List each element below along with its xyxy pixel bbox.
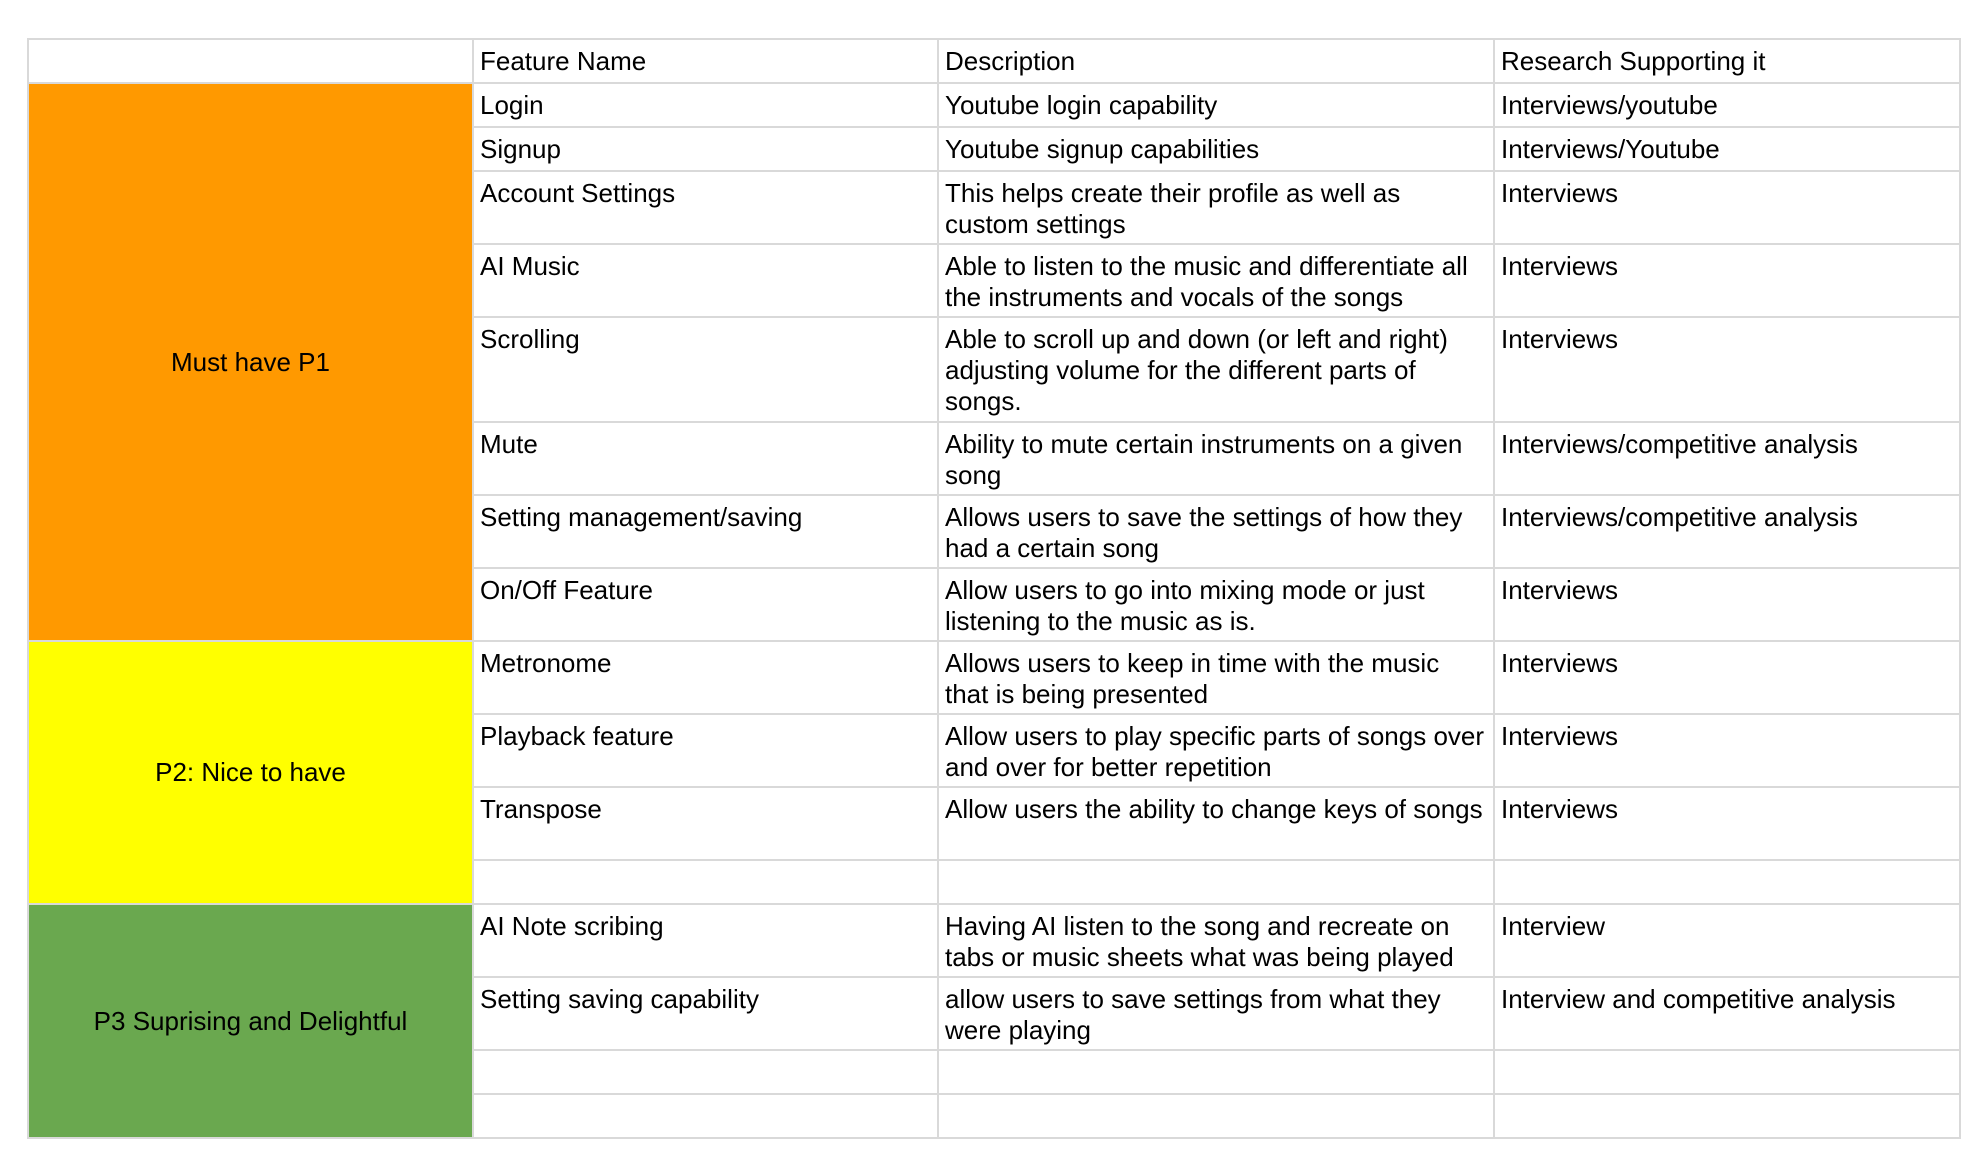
description-cell[interactable]: Able to listen to the music and differentiate all the instruments and vocals of the songs	[938, 244, 1494, 317]
description-cell[interactable]: This helps create their profile as well as custom settings	[938, 171, 1494, 244]
feature-cell[interactable]: Signup	[473, 127, 938, 171]
description-cell[interactable]: allow users to save settings from what they were playing	[938, 977, 1494, 1050]
priority-group-p1[interactable]: Must have P1	[28, 83, 473, 641]
research-cell[interactable]: Interviews/competitive analysis	[1494, 495, 1960, 568]
research-cell[interactable]: Interviews	[1494, 568, 1960, 641]
description-cell[interactable]: Youtube login capability	[938, 83, 1494, 127]
feature-cell[interactable]	[473, 1050, 938, 1094]
feature-cell[interactable]: Setting management/saving	[473, 495, 938, 568]
feature-cell[interactable]: Metronome	[473, 641, 938, 714]
description-cell[interactable]	[938, 860, 1494, 904]
research-cell[interactable]: Interview	[1494, 904, 1960, 977]
feature-cell[interactable]	[473, 860, 938, 904]
feature-cell[interactable]: AI Note scribing	[473, 904, 938, 977]
research-cell[interactable]: Interviews/Youtube	[1494, 127, 1960, 171]
feature-cell[interactable]: Transpose	[473, 787, 938, 860]
feature-cell[interactable]: Playback feature	[473, 714, 938, 787]
feature-cell[interactable]: AI Music	[473, 244, 938, 317]
description-cell[interactable]: Allows users to save the settings of how they had a certain song	[938, 495, 1494, 568]
description-cell[interactable]: Having AI listen to the song and recreate on tabs or music sheets what was being played	[938, 904, 1494, 977]
description-cell[interactable]: Ability to mute certain instruments on a given song	[938, 422, 1494, 495]
research-cell[interactable]	[1494, 1050, 1960, 1094]
description-cell[interactable]: Able to scroll up and down (or left and right) adjusting volume for the different parts of songs.	[938, 317, 1494, 422]
priority-group-p3[interactable]: P3 Suprising and Delightful	[28, 904, 473, 1138]
table-row	[28, 83, 1960, 127]
feature-cell[interactable]: Account Settings	[473, 171, 938, 244]
feature-cell[interactable]: Login	[473, 83, 938, 127]
feature-cell[interactable]: Setting saving capability	[473, 977, 938, 1050]
description-cell[interactable]: Allow users to play specific parts of songs over and over for better repetition	[938, 714, 1494, 787]
description-cell[interactable]: Allows users to keep in time with the music that is being presented	[938, 641, 1494, 714]
research-cell[interactable]: Interviews	[1494, 714, 1960, 787]
priority-group-p2[interactable]: P2: Nice to have	[28, 641, 473, 904]
header-row	[28, 39, 1960, 83]
header-cell-research[interactable]: Research Supporting it	[1494, 39, 1960, 83]
table-row	[28, 904, 1960, 977]
feature-cell[interactable]: Scrolling	[473, 317, 938, 422]
research-cell[interactable]	[1494, 1094, 1960, 1138]
research-cell[interactable]: Interviews	[1494, 641, 1960, 714]
research-cell[interactable]: Interviews/youtube	[1494, 83, 1960, 127]
research-cell[interactable]: Interview and competitive analysis	[1494, 977, 1960, 1050]
feature-cell[interactable]: Mute	[473, 422, 938, 495]
header-cell-priority[interactable]	[28, 39, 473, 83]
feature-cell[interactable]: On/Off Feature	[473, 568, 938, 641]
header-cell-feature-name[interactable]: Feature Name	[473, 39, 938, 83]
research-cell[interactable]: Interviews/competitive analysis	[1494, 422, 1960, 495]
research-cell[interactable]: Interviews	[1494, 244, 1960, 317]
table-row	[28, 641, 1960, 714]
feature-cell[interactable]	[473, 1094, 938, 1138]
description-cell[interactable]: Youtube signup capabilities	[938, 127, 1494, 171]
header-cell-description[interactable]: Description	[938, 39, 1494, 83]
research-cell[interactable]	[1494, 860, 1960, 904]
research-cell[interactable]: Interviews	[1494, 317, 1960, 422]
feature-priority-table	[27, 38, 1961, 1139]
research-cell[interactable]: Interviews	[1494, 171, 1960, 244]
description-cell[interactable]: Allow users to go into mixing mode or just listening to the music as is.	[938, 568, 1494, 641]
research-cell[interactable]: Interviews	[1494, 787, 1960, 860]
description-cell[interactable]	[938, 1050, 1494, 1094]
description-cell[interactable]: Allow users the ability to change keys of songs	[938, 787, 1494, 860]
description-cell[interactable]	[938, 1094, 1494, 1138]
